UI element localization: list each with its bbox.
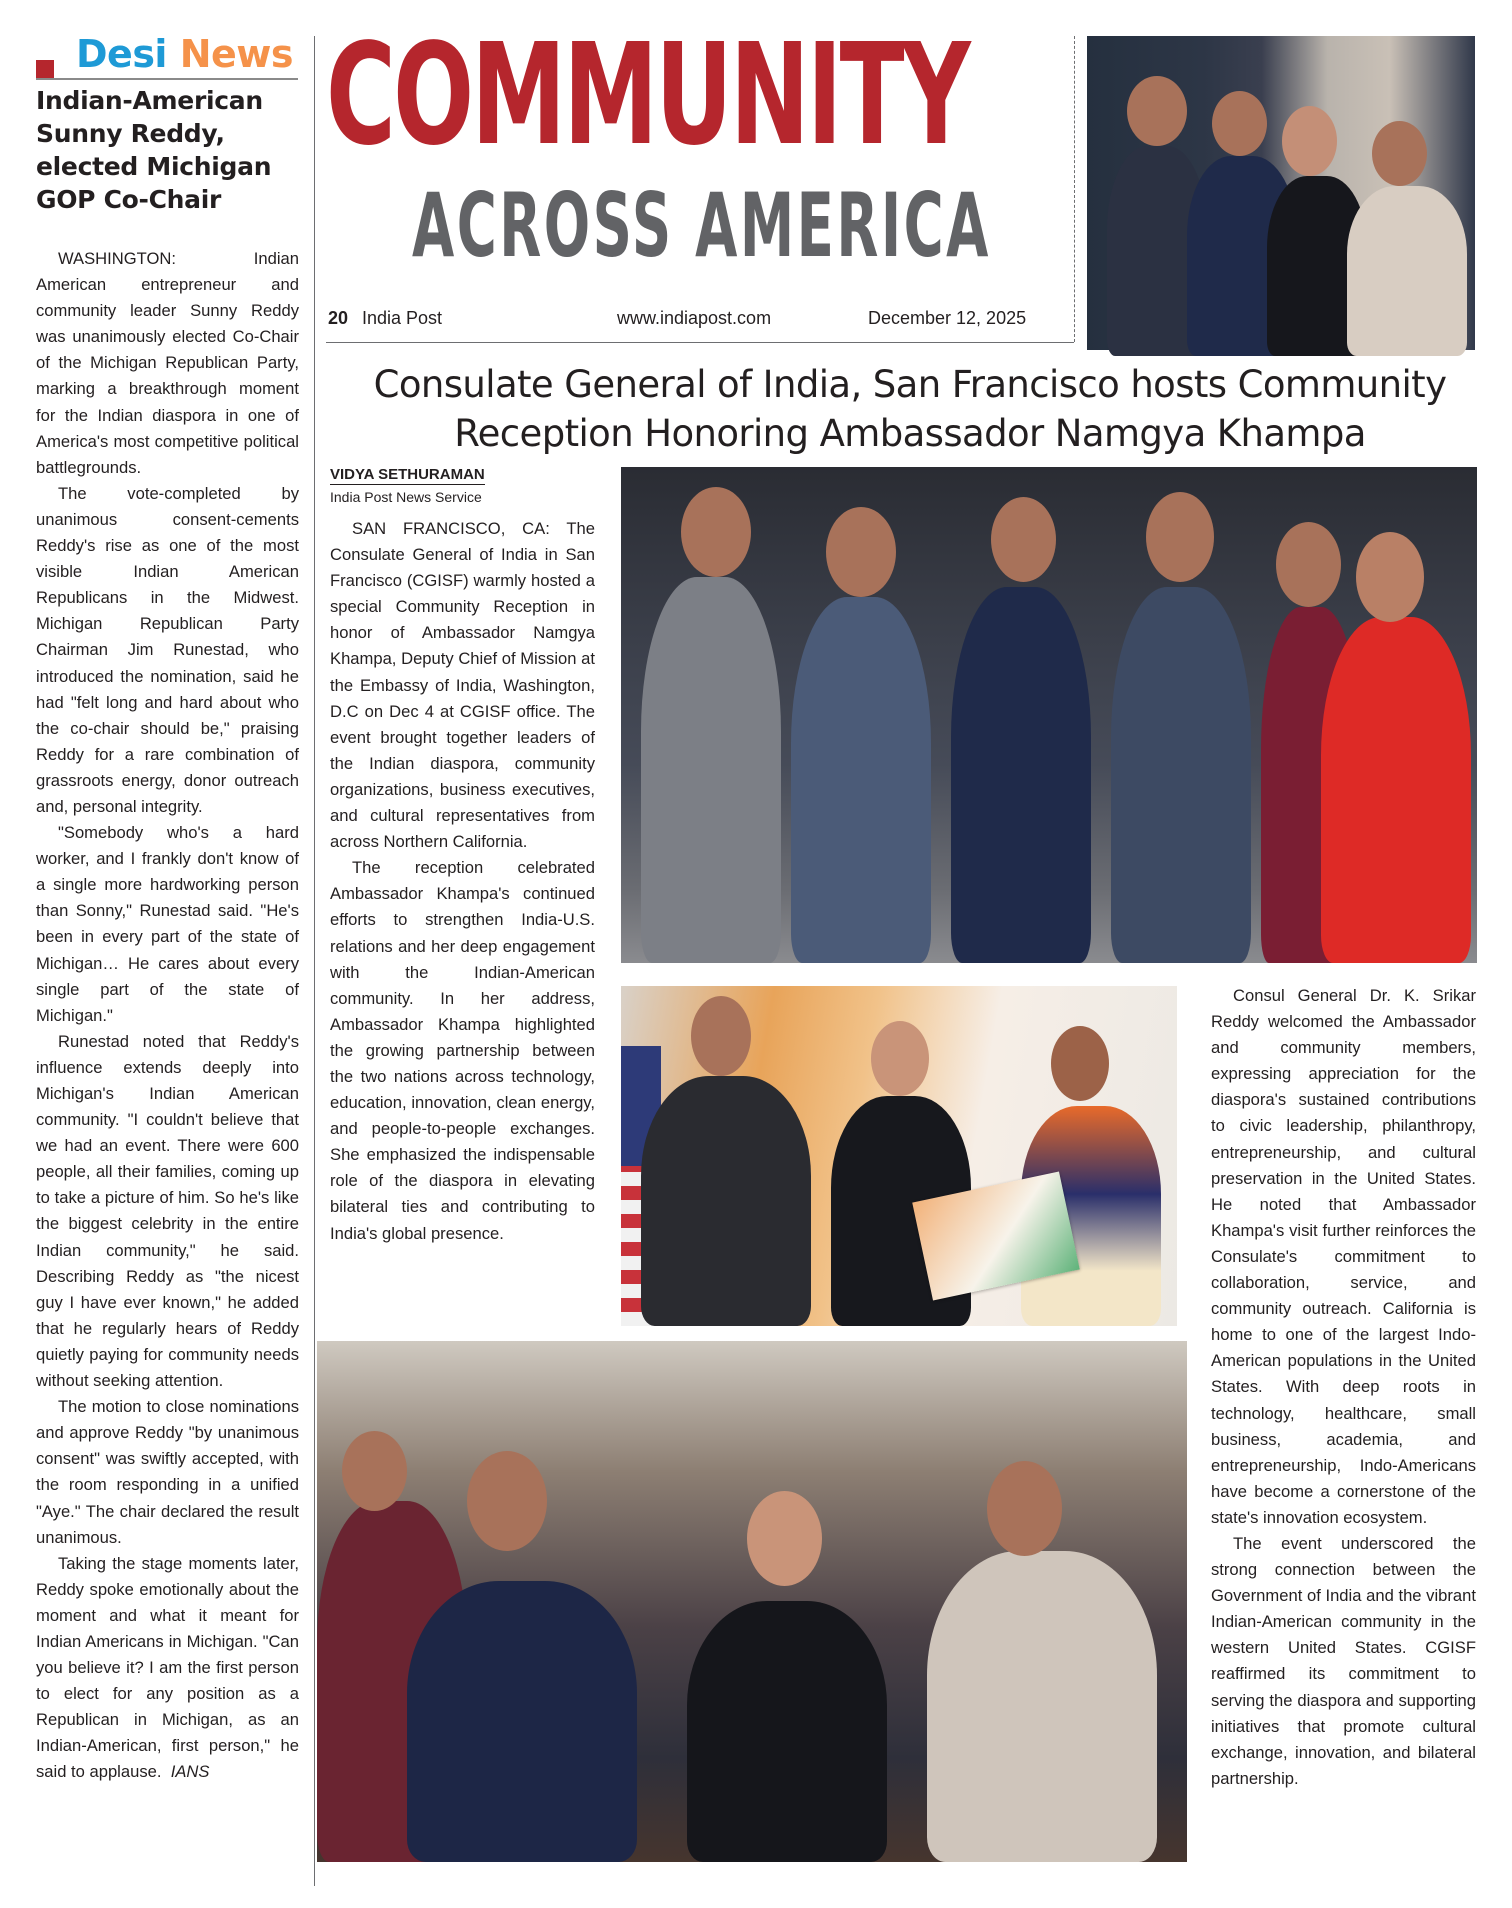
- person-head: [747, 1491, 822, 1586]
- person-figure: [407, 1581, 637, 1862]
- main-paragraph: SAN FRANCISCO, CA: The Consulate General of India in San Francisco (CGISF) warmly hosted a special Community Reception in honor of Ambassador Namgya Khampa, Deputy Chief of Mission at the Embassy of India, Washington, D.C on Dec 4 at CGISF office. The event brought together leaders of the Indian diaspora, community organizations, business executives, and cultural representatives from across Northern California.: [330, 519, 595, 852]
- masthead-rule: [326, 342, 1074, 343]
- seated-dignitaries-photo: [1087, 36, 1475, 350]
- logo-word-news: News: [179, 32, 294, 76]
- website-url: www.indiapost.com: [617, 308, 772, 328]
- person-figure: [1111, 587, 1251, 963]
- left-article-body: [36, 246, 299, 1786]
- main-paragraph: Consul General Dr. K. Srikar Reddy welcomed the Ambassador and community members, expressing appreciation for the diaspora's sustained contributions to civic leadership, philanthropy, entrepreneurship, and cultural preservation in the United States. He noted that Ambassador Khampa's visit further reinforces the Consulate's commitment to collaboration, service, and community outreach. California is home to one of the largest Indo-American populations in the United States. With deep roots in technology, healthcare, small business, academia, and entrepreneurship, Indo-Americans have become a cornerstone of the state's innovation ecosystem.: [1211, 986, 1476, 1527]
- person-head: [681, 487, 751, 577]
- person-head: [467, 1451, 547, 1551]
- person-head: [991, 497, 1056, 582]
- main-headline-line2: Reception Honoring Ambassador Namgya Khampa: [454, 412, 1366, 455]
- person-head: [342, 1431, 407, 1511]
- publication-name: India Post: [362, 308, 443, 328]
- column-divider: [314, 36, 315, 1886]
- certificate-presentation-photo: [621, 986, 1177, 1326]
- person-head: [691, 996, 751, 1076]
- left-paragraph: The vote-completed by unanimous consent-cements Reddy's rise as one of the most visible Indian American Republicans in the Midwest. Michigan Republican Party Chairman Jim Runestad, who introduced the nomination, said he had "felt long and hard about who the co-chair should be," praising Reddy for a rare combination of grassroots energy, donor outreach and, personal integrity.: [36, 483, 299, 816]
- red-square-icon: [36, 60, 54, 78]
- left-paragraph: The motion to close nominations and approve Reddy "by unanimous consent" was swiftly accepted, with the room responding in a unified "Aye." The chair declared the result unanimous.: [36, 1397, 299, 1547]
- person-head: [871, 1021, 929, 1096]
- main-headline: [320, 360, 1500, 458]
- person-figure: [791, 597, 931, 963]
- person-figure: [951, 587, 1091, 963]
- left-paragraph: Runestad noted that Reddy's influence extends deeply into Michigan's Indian American community. "I couldn't believe that we had an event. There were 600 people, all their families, coming up to take a picture of him. So he's like the biggest celebrity in the entire Indian community," he said. Describing Reddy as "the nicest guy I have ever known," he added that he regularly hears of Reddy quietly paying for community needs without seeking attention.: [36, 1031, 299, 1391]
- section-title-across-america: ACROSS AMERICA: [412, 174, 991, 277]
- left-paragraph-last: [36, 1551, 299, 1786]
- wire-credit: IANS: [170, 1762, 210, 1782]
- person-head: [1276, 522, 1341, 607]
- left-article-headline: Indian-American Sunny Reddy, elected Michigan GOP Co-Chair: [36, 86, 272, 214]
- byline-service: India Post News Service: [330, 489, 482, 505]
- desi-news-logo: [36, 34, 298, 80]
- person-figure: [1321, 617, 1471, 963]
- left-paragraph-text: Taking the stage moments later, Reddy spoke emotionally about the moment and what it meant for Indian Americans in Michigan. "Can you believe it? I am the first person to elect for any position as a Republican in Michigan, as an Indian-American, first person," he said to applause.: [36, 1553, 299, 1782]
- main-article-column-2: [1211, 983, 1476, 1792]
- left-paragraph: "Somebody who's a hard worker, and I frankly don't know of a single more hardworking person than Sonny," Runestad said. "He's been in every part of the state of Michigan… He cares about every single part of the state of Michigan.": [36, 823, 299, 1025]
- person-figure: [641, 577, 781, 963]
- person-head: [1051, 1026, 1109, 1101]
- left-paragraph: WASHINGTON: Indian American entrepreneur and community leader Sunny Reddy was unanimously elected Co-Chair of the Michigan Republican Party, marking a breakthrough moment for the Indian diaspora in one of America's most competitive political battlegrounds.: [36, 249, 299, 477]
- main-article-column-1: [330, 516, 595, 1247]
- person-head: [826, 507, 896, 597]
- logo-word-desi: Desi: [76, 32, 167, 76]
- person-head: [1356, 532, 1424, 622]
- person-figure: [1347, 186, 1467, 356]
- person-head: [1127, 76, 1187, 146]
- masthead-dashed-divider: [1074, 36, 1075, 342]
- main-paragraph: The event underscored the strong connection between the Government of India and the vibrant Indian-American community in the western United States. CGISF reaffirmed its commitment to serving the diaspora and supporting initiatives that promote cultural exchange, innovation, and bilateral partnership.: [1211, 1533, 1476, 1788]
- page-number: 20: [328, 308, 349, 328]
- main-headline-line1: Consulate General of India, San Francisco hosts Community: [373, 363, 1447, 406]
- person-figure: [687, 1601, 887, 1862]
- person-figure: [641, 1076, 811, 1326]
- person-head: [1212, 91, 1267, 156]
- person-figure: [927, 1551, 1157, 1862]
- desi-news-wordmark: [76, 32, 293, 76]
- group-standing-photo: [621, 467, 1477, 963]
- person-head: [1146, 492, 1214, 582]
- main-paragraph: The reception celebrated Ambassador Khampa's continued efforts to strengthen India-U.S. relations and her deep engagement with the Indian-American community. In her address, Ambassador Khampa highlighted the growing partnership between the two nations across technology, education, innovation, clean energy, and people-to-people exchanges. She emphasized the indispensable role of the diaspora in elevating bilateral ties and contributing to India's global presence.: [330, 858, 595, 1243]
- audience-applauding-photo: [317, 1341, 1187, 1862]
- person-head: [1372, 121, 1427, 186]
- byline-author: VIDYA SETHURAMAN: [330, 466, 485, 483]
- issue-date: December 12, 2025: [868, 308, 1027, 328]
- section-title-community: COMMUNITY: [326, 14, 969, 177]
- person-head: [1282, 106, 1337, 176]
- person-head: [987, 1461, 1062, 1556]
